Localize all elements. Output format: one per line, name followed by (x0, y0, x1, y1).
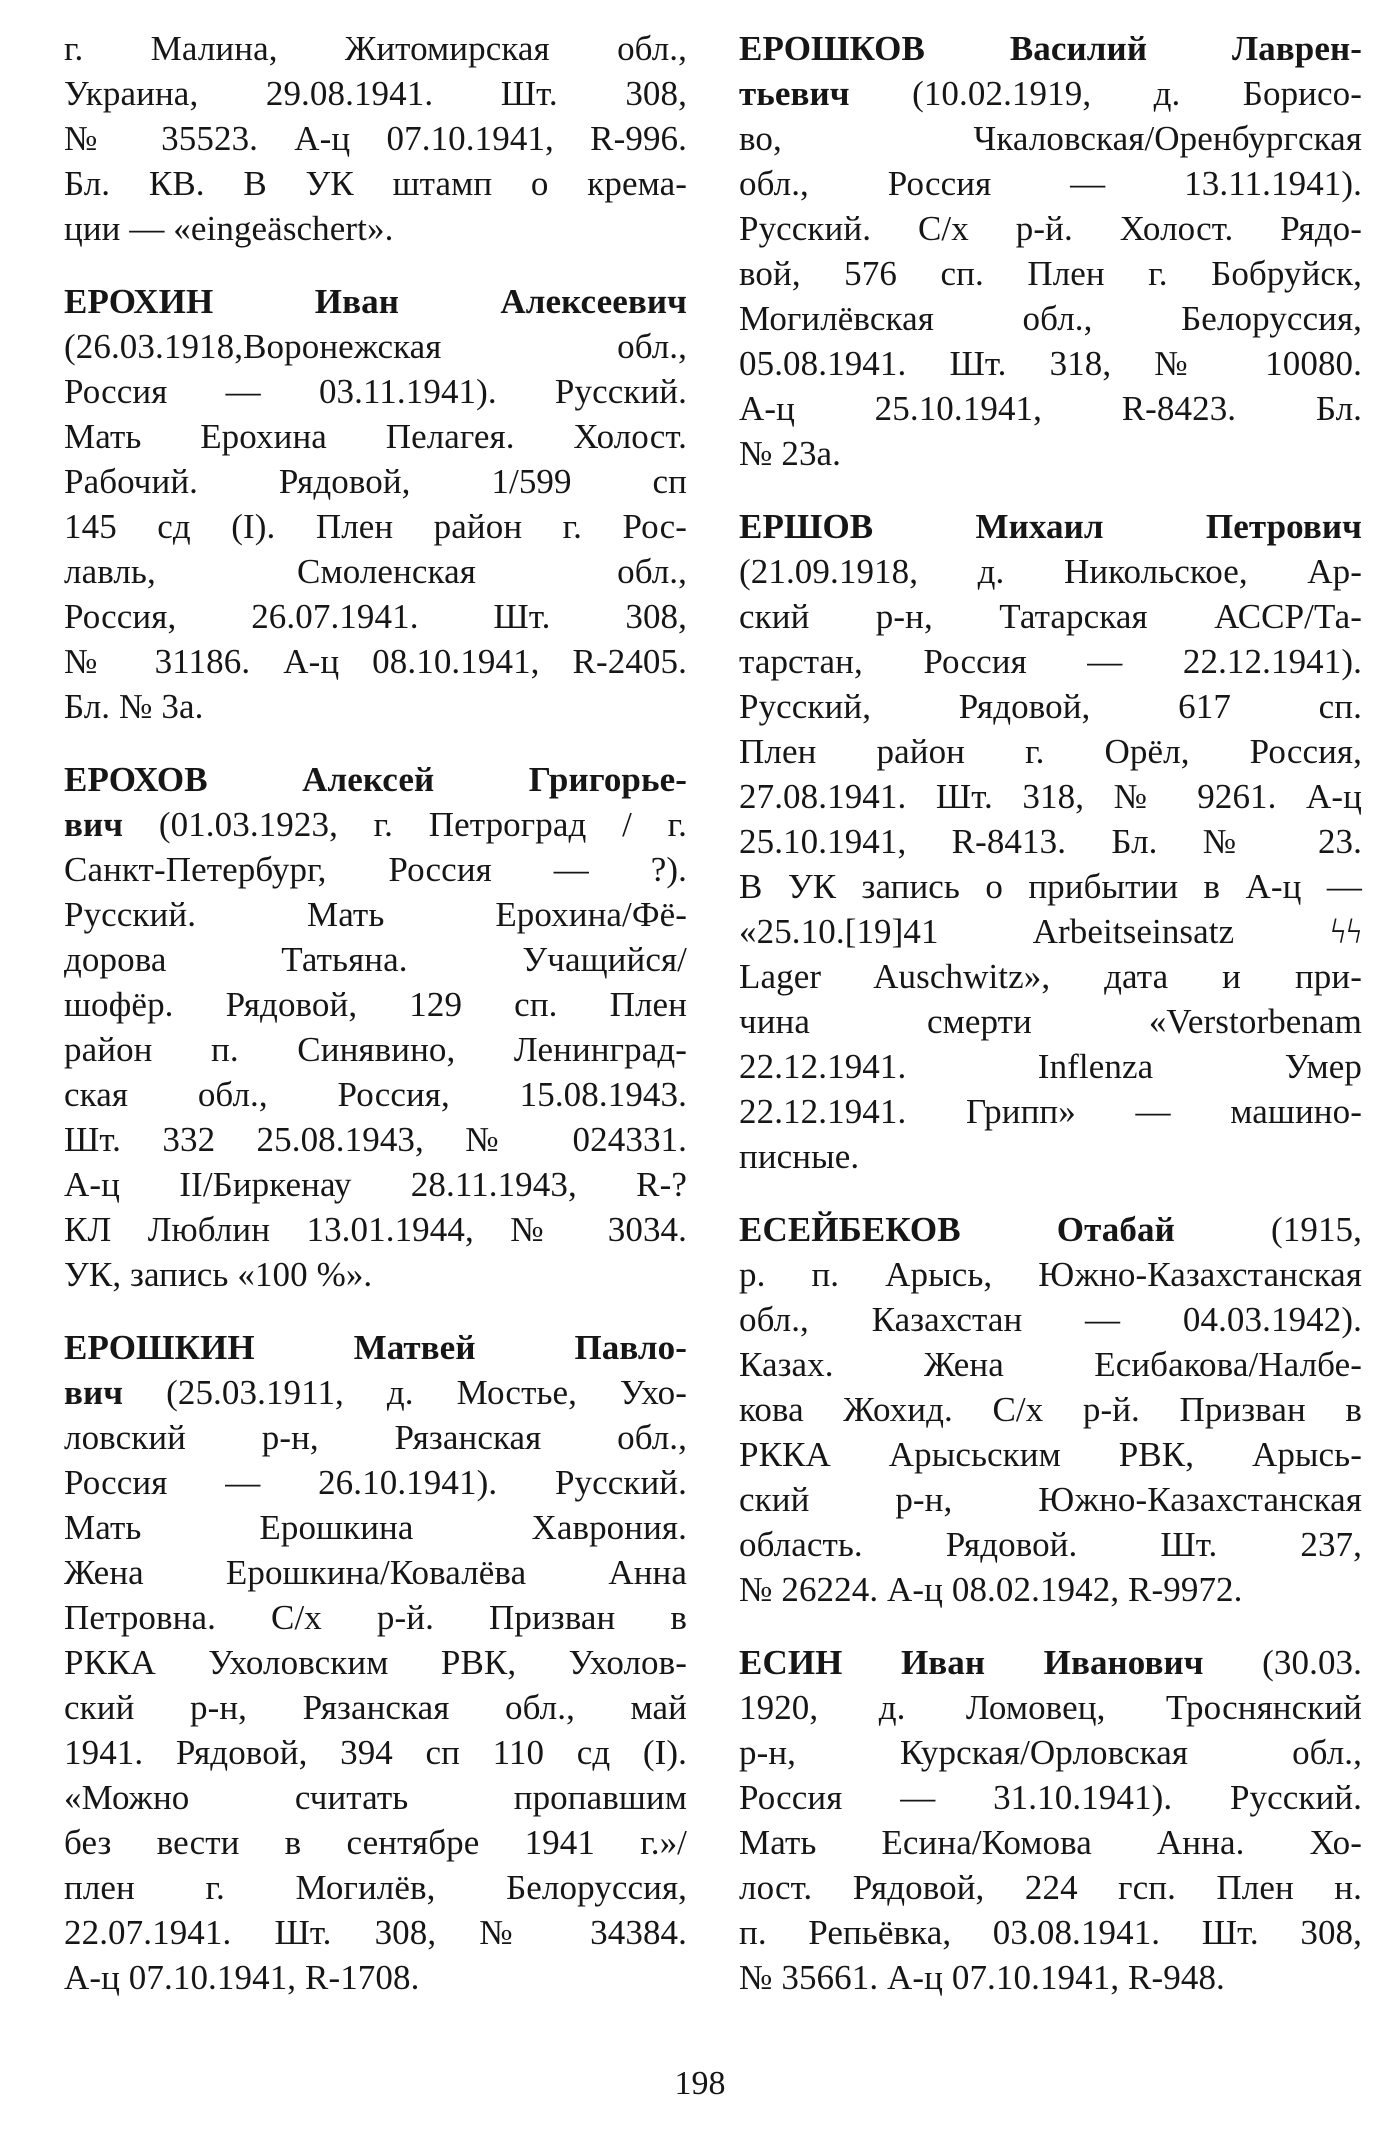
text-line (739, 161, 1362, 206)
entry-text: Мать Ерохина Пелагея. Холост. (64, 417, 687, 456)
text-line (739, 1252, 1362, 1297)
entry-heading-text: ЕСИН Иван Иванович (739, 1643, 1204, 1682)
entry-text: А-ц 25.10.1941, R-8423. Бл. (739, 389, 1362, 428)
text-line (739, 819, 1362, 864)
entry-text: Шт. 332 25.08.1943, № 024331. (64, 1120, 687, 1159)
text-line (739, 1685, 1362, 1730)
text-line (739, 1387, 1362, 1432)
entry-text: без вести в сентябре 1941 г.»/ (64, 1823, 687, 1862)
entry-text: ции — «eingeäschert». (64, 209, 394, 248)
text-line (739, 1865, 1362, 1910)
text-line (64, 982, 687, 1027)
text-line (64, 279, 687, 324)
entry-text: дорова Татьяна. Учащийся/ (64, 940, 687, 979)
entry-text: (01.03.1923, г. Петроград / г. (123, 805, 687, 844)
text-line (64, 1162, 687, 1207)
text-line (739, 1207, 1362, 1252)
entry-text: Россия — 26.10.1941). Русский. (64, 1463, 687, 1502)
entry-text: 1920, д. Ломовец, Троснянский (739, 1688, 1362, 1727)
text-line (739, 116, 1362, 161)
entry-text: плен г. Могилёв, Белоруссия, (64, 1868, 687, 1907)
text-line (64, 847, 687, 892)
text-line (64, 1325, 687, 1370)
entry-text: В УК запись о прибытии в А-ц — (739, 867, 1362, 906)
entry-text: Бл. № 3а. (64, 687, 204, 726)
text-line (739, 1820, 1362, 1865)
entry-text: шофёр. Рядовой, 129 сп. Плен (64, 985, 687, 1024)
text-line (64, 459, 687, 504)
entry-text: р-н, Курская/Орловская обл., (739, 1733, 1362, 1772)
entry-eroshkin (64, 1325, 687, 2000)
text-line (64, 639, 687, 684)
entry-text: вой, 576 сп. Плен г. Бобруйск, (739, 254, 1362, 293)
entry-heading-text: ЕРОХОВ Алексей Григорье- (64, 760, 687, 799)
entry-text: 22.12.1941. Грипп» — машино- (739, 1092, 1362, 1131)
right-column (739, 26, 1362, 2000)
entry-text: п. Репьёвка, 03.08.1941. Шт. 308, (739, 1913, 1362, 1952)
text-line (64, 1072, 687, 1117)
text-line (64, 1415, 687, 1460)
entry-text: Рабочий. Рядовой, 1/599 сп (64, 462, 687, 501)
entry-text: писные. (739, 1137, 860, 1176)
text-line (739, 1640, 1362, 1685)
text-line (739, 431, 1362, 476)
text-line (64, 1027, 687, 1072)
entry-text: (26.03.1918,Воронежская обл., (64, 327, 687, 366)
entry-text: КЛ Люблин 13.01.1944, № 3034. (64, 1210, 687, 1249)
text-line (64, 369, 687, 414)
text-line (64, 1955, 687, 2000)
entry-text: Бл. КВ. В УК штамп о крема- (64, 164, 687, 203)
left-column (64, 26, 687, 2000)
entry-text: Россия — 03.11.1941). Русский. (64, 372, 687, 411)
entry-text: Санкт-Петербург, Россия — ?). (64, 850, 687, 889)
text-line (64, 1820, 687, 1865)
text-line (739, 684, 1362, 729)
text-line (739, 1730, 1362, 1775)
entry-text: р. п. Арысь, Южно-Казахстанская (739, 1255, 1362, 1294)
entry-text: ский р-н, Южно-Казахстанская (739, 1480, 1362, 1519)
entry-text: обл., Казахстан — 04.03.1942). (739, 1300, 1362, 1339)
entry-text: РККА Арысьским РВК, Арысь- (739, 1435, 1362, 1474)
text-line (64, 549, 687, 594)
entry-text: Жена Ерошкина/Ковалёва Анна (64, 1553, 687, 1592)
text-line (64, 684, 687, 729)
text-line (64, 892, 687, 937)
entry-text: ская обл., Россия, 15.08.1943. (64, 1075, 687, 1114)
entry-text: ский р-н, Рязанская обл., май (64, 1688, 687, 1727)
text-line (64, 1370, 687, 1415)
entry-text: «Можно считать пропавшим (64, 1778, 687, 1817)
entry-text: лост. Рядовой, 224 гсп. Плен н. (739, 1868, 1362, 1907)
text-line (64, 504, 687, 549)
text-line (64, 26, 687, 71)
entry-text: 22.07.1941. Шт. 308, № 34384. (64, 1913, 687, 1952)
entry-heading-text: вич (64, 805, 124, 844)
text-line (64, 1595, 687, 1640)
entry-text: (25.03.1911, д. Мостье, Ухо- (123, 1373, 687, 1412)
entry-text: № 26224. А-ц 08.02.1942, R-9972. (739, 1570, 1243, 1609)
entry-text: Русский, Рядовой, 617 сп. (739, 687, 1362, 726)
entry-esin (739, 1640, 1362, 2000)
entry-text: 27.08.1941. Шт. 318, № 9261. А-ц (739, 777, 1362, 816)
text-line (739, 774, 1362, 819)
entry-text: 145 сд (I). Плен район г. Рос- (64, 507, 687, 546)
text-line (64, 116, 687, 161)
text-line (739, 1910, 1362, 1955)
page-number: 198 (674, 2065, 726, 2102)
entry-text: № 23а. (739, 434, 842, 473)
text-line (739, 1522, 1362, 1567)
entry-text: 22.12.1941. Inflenza Умер (739, 1047, 1362, 1086)
entry-eroshkov (739, 26, 1362, 476)
entry-heading-text: ЕРОХИН Иван Алексеевич (64, 282, 687, 321)
text-line (739, 1342, 1362, 1387)
entry-text: район п. Синявино, Ленинград- (64, 1030, 687, 1069)
entry-text: область. Рядовой. Шт. 237, (739, 1525, 1362, 1564)
entry-text: Могилёвская обл., Белоруссия, (739, 299, 1362, 338)
text-line (64, 1865, 687, 1910)
entry-heading-text: вич (64, 1373, 124, 1412)
text-line (64, 1460, 687, 1505)
text-line (64, 1910, 687, 1955)
entry-erokhin (64, 279, 687, 729)
text-line (739, 1134, 1362, 1179)
entry-text: Россия, 26.07.1941. Шт. 308, (64, 597, 687, 636)
text-line (64, 324, 687, 369)
text-line (739, 1477, 1362, 1522)
text-line (739, 206, 1362, 251)
text-line (739, 549, 1362, 594)
text-line (739, 1775, 1362, 1820)
text-line (64, 71, 687, 116)
text-line (64, 1117, 687, 1162)
entry-text: УК, запись «100 %». (64, 1255, 373, 1294)
entry-text: ский р-н, Татарская АССР/Та- (739, 597, 1362, 636)
text-line (739, 1567, 1362, 1612)
text-line (739, 639, 1362, 684)
text-line (64, 414, 687, 459)
text-line (739, 1044, 1362, 1089)
text-line (739, 341, 1362, 386)
text-line (739, 386, 1362, 431)
entry-text: Мать Ерошкина Хаврония. (64, 1508, 687, 1547)
entry-heading-text: ЕРШОВ Михаил Петрович (739, 507, 1362, 546)
entry-eseybekov (739, 1207, 1362, 1612)
text-line (64, 757, 687, 802)
text-line (739, 1432, 1362, 1477)
entry-text: 25.10.1941, R-8413. Бл. № 23. (739, 822, 1362, 861)
entry-text: (1915, (1174, 1210, 1362, 1249)
entry-text: Украина, 29.08.1941. Шт. 308, (64, 74, 687, 113)
entry-text: Россия — 31.10.1941). Русский. (739, 1778, 1362, 1817)
text-line (64, 1730, 687, 1775)
text-line (64, 1775, 687, 1820)
text-line (64, 594, 687, 639)
entry-text: Казах. Жена Есибакова/Налбе- (739, 1345, 1362, 1384)
entry-text: Русский. Мать Ерохина/Фё- (64, 895, 687, 934)
entry-text: А-ц 07.10.1941, R-1708. (64, 1958, 420, 1997)
text-line (739, 26, 1362, 71)
entry-text: Плен район г. Орёл, Россия, (739, 732, 1362, 771)
text-line (64, 1685, 687, 1730)
text-line (64, 161, 687, 206)
text-line (64, 937, 687, 982)
text-line (739, 504, 1362, 549)
entry-text: (30.03. (1203, 1643, 1362, 1682)
entry-text: 05.08.1941. Шт. 318, № 10080. (739, 344, 1362, 383)
text-line (739, 1089, 1362, 1134)
text-line (739, 1297, 1362, 1342)
entry-text: А-ц II/Биркенау 28.11.1943, R-? (64, 1165, 687, 1204)
text-line (64, 1252, 687, 1297)
entry-text: РККА Ухоловским РВК, Ухолов- (64, 1643, 687, 1682)
entry-erokhov (64, 757, 687, 1297)
entry-heading-text: ЕРОШКИН Матвей Павло- (64, 1328, 687, 1367)
entry-heading-text: ЕСЕЙБЕКОВ Отабай (739, 1210, 1175, 1249)
text-line (64, 802, 687, 847)
text-line (739, 251, 1362, 296)
entry-text: № 31186. А-ц 08.10.1941, R-2405. (64, 642, 687, 681)
entry-text: обл., Россия — 13.11.1941). (739, 164, 1362, 203)
text-line (64, 1550, 687, 1595)
entry-text: ловский р-н, Рязанская обл., (64, 1418, 687, 1457)
text-line (739, 296, 1362, 341)
entry-text: кова Жохид. С/х р-й. Призван в (739, 1390, 1362, 1429)
text-line (739, 999, 1362, 1044)
text-line (739, 909, 1362, 954)
entry-heading-text: тьевич (739, 74, 850, 113)
entry-text: Lager Auschwitz», дата и при- (739, 957, 1362, 996)
entry-text: чина смерти «Verstorbenam (739, 1002, 1362, 1041)
text-line (64, 1207, 687, 1252)
text-line (739, 954, 1362, 999)
text-columns (64, 26, 1362, 2000)
entry-text: Мать Есина/Комова Анна. Хо- (739, 1823, 1362, 1862)
text-line (739, 1955, 1362, 2000)
entry-heading-text: ЕРОШКОВ Василий Лаврен- (739, 29, 1362, 68)
text-line (739, 729, 1362, 774)
entry-text: тарстан, Россия — 22.12.1941). (739, 642, 1362, 681)
entry-text: № 35661. А-ц 07.10.1941, R-948. (739, 1958, 1225, 1997)
entry-text: (10.02.1919, д. Борисо- (849, 74, 1362, 113)
entry-text: 1941. Рядовой, 394 сп 110 сд (I). (64, 1733, 687, 1772)
entry-text: лавль, Смоленская обл., (64, 552, 687, 591)
text-line (739, 71, 1362, 116)
text-line (739, 594, 1362, 639)
entry-text: г. Малина, Житомирская обл., (64, 29, 687, 68)
entry-text: «25.10.[19]41 Arbeitseinsatz ϟϟ (739, 912, 1362, 951)
entry-text: Русский. С/х р-й. Холост. Рядо- (739, 209, 1362, 248)
entry-continuation (64, 26, 687, 251)
text-line (64, 1505, 687, 1550)
entry-text: (21.09.1918, д. Никольское, Ар- (739, 552, 1362, 591)
text-line (739, 864, 1362, 909)
entry-ershov (739, 504, 1362, 1179)
entry-text: Петровна. С/х р-й. Призван в (64, 1598, 687, 1637)
entry-text: во, Чкаловская/Оренбургская (739, 119, 1362, 158)
text-line (64, 1640, 687, 1685)
text-line (64, 206, 687, 251)
entry-text: № 35523. А-ц 07.10.1941, R-996. (64, 119, 687, 158)
